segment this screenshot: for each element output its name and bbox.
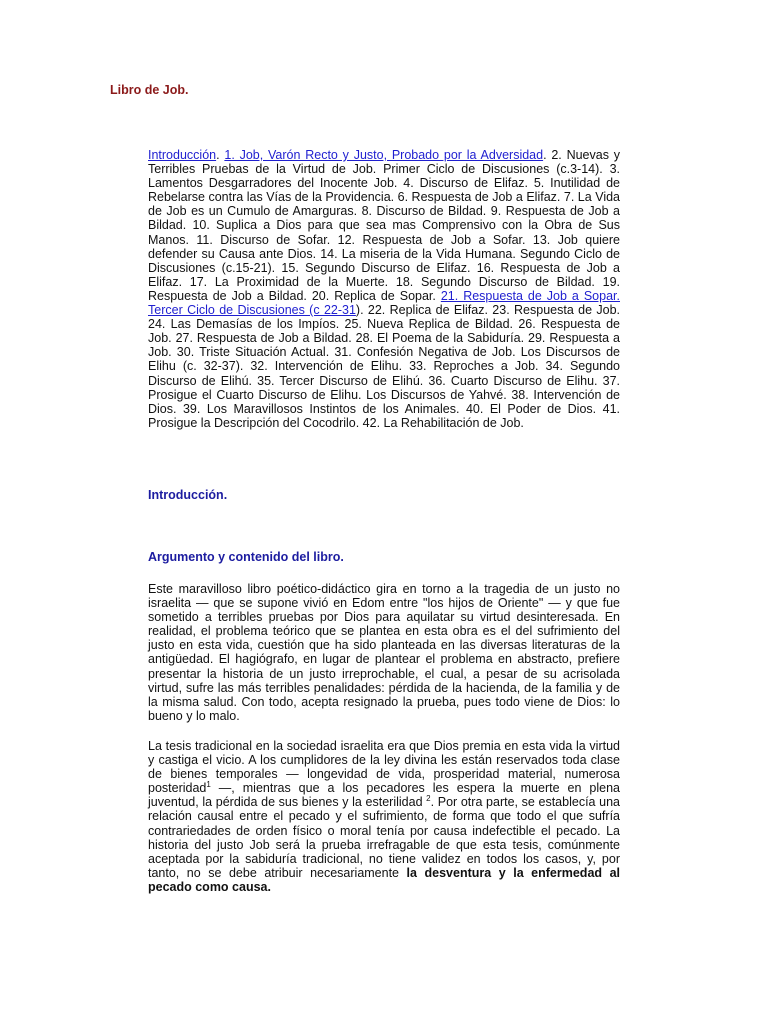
paragraph-2 bbox=[148, 739, 620, 894]
table-of-contents bbox=[148, 148, 620, 430]
toc-separator: . bbox=[216, 148, 225, 162]
link-introduccion[interactable]: Introducción bbox=[148, 148, 217, 162]
paragraph-1: Este maravilloso libro poético-didáctico gira en torno a la tragedia de un justo no israelita — que se supone vivió en Edom entre "los hijos de Oriente" — y que fue sometido a terribles pruebas por Dios para aquilatar su virtud desinteresada. En realidad, el problema teórico que se plantea en esta obra es el del sufrimiento del justo en esta vida, cuestión que ha sido planteada en las diversas literaturas de la antigüedad. El hagiógrafo, en lugar de plantear el problema en abstracto, prefiere presentar la historia de un justo irreprochable, el cual, a pesar de su acrisolada virtud, sufre las más terribles penalidades: pérdida de la hacienda, de la familia y de la misma salud. Con todo, acepta resignado la prueba, pues todo viene de Dios: lo bueno y lo malo. bbox=[148, 582, 620, 723]
footnote-ref-2[interactable]: 2 bbox=[426, 794, 431, 804]
section-heading-argumento: Argumento y contenido del libro. bbox=[148, 550, 344, 564]
toc-text-part-b: ). 22. Replica de Elifaz. 23. Respuesta de Job. 24. Las Demasías de los Impíos. 25. Nueva Replica de Bildad. 26. Respuesta de Job. 27. Respuesta de Job a Bildad. 28. El Poema de la Sabiduría. 29. Respuesta a Job. 30. Triste Situación Actual. 31. Confesión Negativa de Job. Los Discursos de Elihu (c. 32-37). 32. Intervención de Elihu. 33. Reproches a Job. 34. Segundo Discurso de Elihú. 35. Tercer Discurso de Elihú. 36. Cuarto Discurso de Elihu. 37. Prosigue el Cuarto Discurso de Elihu. Los Discursos de Yahvé. 38. Intervención de Dios. 39. Los Maravillosos Instintos de los Animales. 40. El Poder de Dios. 41. Prosigue la Descripción del Cocodrilo. 42. La Rehabilitación de Job. bbox=[148, 303, 620, 430]
paragraph-2-bold-phrase: la desventura y la enfermedad al pecado como causa. bbox=[148, 865, 620, 894]
section-heading-introduccion: Introducción. bbox=[148, 488, 228, 502]
footnote-ref-1[interactable]: 1 bbox=[206, 780, 211, 790]
page-title: Libro de Job. bbox=[110, 83, 189, 97]
paragraph-2-part-c: . Por otra parte, se establecía una relación causal entre el pecado y el sufrimiento, de forma que todo el que sufría contrariedades de orden físico o moral tenía por causa indefectible el pecado. La historia del justo Job será la prueba irrefragable de que esta tesis, comúnmente aceptada por la sabiduría tradicional, no tiene validez en todos los casos, y, por tanto, no se debe atribuir necesariamente bbox=[148, 795, 620, 880]
link-chapter-1[interactable]: 1. Job, Varón Recto y Justo, Probado por la Adversidad bbox=[224, 148, 544, 162]
paragraph-2-part-b: —, mientras que a los pecadores les espera la muerte en plena juventud, la pérdida de sus bienes y la esterilidad bbox=[148, 781, 620, 810]
paragraph-2-part-a: La tesis tradicional en la sociedad israelita era que Dios premia en esta vida la virtud y castiga el vicio. A los cumplidores de la ley divina les están reservados toda clase de bienes temporales — longevidad de vida, prosperidad material, numerosa posteridad bbox=[148, 739, 620, 796]
toc-text-part-a: . 2. Nuevas y Terribles Pruebas de la Virtud de Job. Primer Ciclo de Discusiones (c.3-14). 3. Lamentos Desgarradores del Inocente Job. 4. Discurso de Elifaz. 5. Inutilidad de Rebelarse contra las Vías de la Providencia. 6. Respuesta de Job a Elifaz. 7. La Vida de Job es un Cumulo de Amarguras. 8. Discurso de Bildad. 9. Respuesta de Job a Bildad. 10. Suplica a Dios para que sea mas Comprensivo con la Obra de Sus Manos. 11. Discurso de Sofar. 12. Respuesta de Job a Sofar. 13. Job quiere defender su Causa ante Dios. 14. La miseria de la Vida Humana. Segundo Ciclo de Discusiones (c.15-21). 15. Segundo Discurso de Elifaz. 16. Respuesta de Job a Elifaz. 17. La Proximidad de la Muerte. 18. Segundo Discurso de Bildad. 19. Respuesta de Job a Bildad. 20. Replica de Sopar. bbox=[148, 148, 620, 303]
link-chapter-21[interactable]: 21. Respuesta de Job a Sopar. Tercer Ciclo de Discusiones (c 22-31 bbox=[148, 288, 620, 318]
